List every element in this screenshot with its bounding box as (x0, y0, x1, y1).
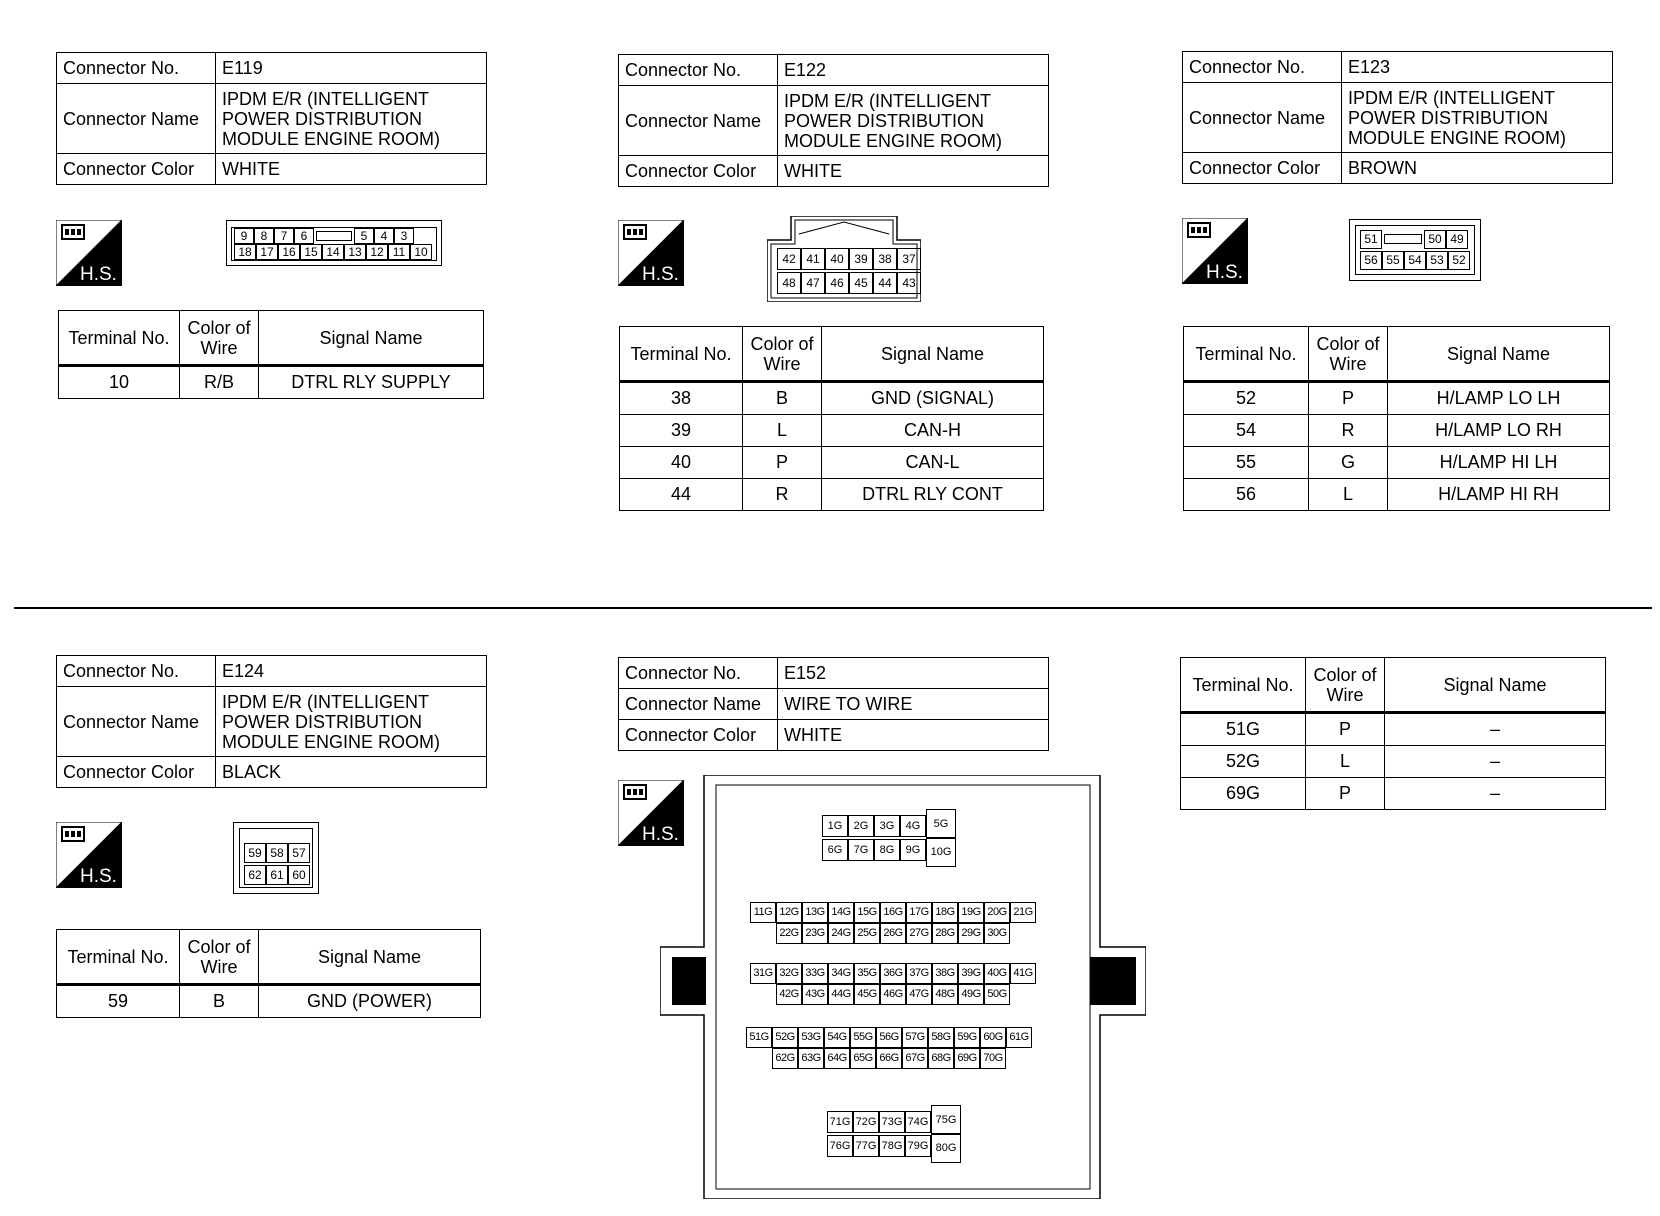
pin: 22G (776, 923, 802, 944)
table-row: 44 R DTRL RLY CONT (620, 479, 1044, 511)
pin: 24G (828, 923, 854, 944)
pin: 64G (824, 1048, 850, 1069)
pin: 41G (1010, 963, 1036, 984)
table-row: 56 L H/LAMP HI RH (1184, 479, 1610, 511)
e152-pin-row-b (750, 963, 1036, 1005)
pin: 68G (928, 1048, 954, 1069)
pin: 46G (880, 984, 906, 1005)
connector-name-label: Connector Name (57, 84, 216, 154)
pin: 54G (824, 1027, 850, 1048)
pin: 9 (234, 228, 254, 244)
e124-info-table: Connector No. E124 Connector Name IPDM E/R (INTELLIGENT POWER DISTRIBUTION MODULE ENGINE ROOM) Connector Color BLACK (56, 655, 487, 788)
svg-text:H.S.: H.S. (80, 866, 117, 887)
e124-terminal-table: Terminal No. Color of Wire Signal Name 59 B GND (POWER) (56, 929, 481, 1018)
pin: 67G (902, 1048, 928, 1069)
pin-blank (314, 228, 354, 242)
pin: 31G (750, 963, 776, 984)
e122-pin-diagram: 42 41 40 39 38 37 48 47 46 45 44 43 (767, 216, 921, 302)
pin: 61G (1006, 1027, 1032, 1048)
pin: 60G (980, 1027, 1006, 1048)
pin: 66G (876, 1048, 902, 1069)
e152-pin-row-a (750, 902, 1036, 944)
table-row: 52G L – (1181, 746, 1606, 778)
pin: 63G (798, 1048, 824, 1069)
e152-pin-row-c (746, 1027, 1032, 1069)
pin: 34G (828, 963, 854, 984)
pin: 32G (776, 963, 802, 984)
pin: 19G (958, 902, 984, 923)
pin: 70G (980, 1048, 1006, 1069)
pin: 11G (750, 902, 776, 923)
pin: 30G (984, 923, 1010, 944)
pin: 13G (802, 902, 828, 923)
pin: 50G (984, 984, 1010, 1005)
header-terminal-no: Terminal No. (59, 311, 180, 366)
pin: 65G (850, 1048, 876, 1069)
pin: 55G (850, 1027, 876, 1048)
section-divider (14, 607, 1652, 609)
pin: 39G (958, 963, 984, 984)
connector-color-label: Connector Color (57, 154, 216, 185)
pin: 18G (932, 902, 958, 923)
table-row: 10 R/B DTRL RLY SUPPLY (59, 366, 484, 399)
harness-side-icon (56, 220, 122, 286)
pin: 47G (906, 984, 932, 1005)
e123-terminal-table: Terminal No. Color of Wire Signal Name 52 P H/LAMP LO LH 54 R H/LAMP LO RH 55 G H/LAMP HI LH 56 L H/LAMP HI RH (1183, 326, 1610, 511)
pin: 29G (958, 923, 984, 944)
pin: 56G (876, 1027, 902, 1048)
e119-terminal-table (58, 310, 484, 399)
pin: 43G (802, 984, 828, 1005)
e123-info-table: Connector No. E123 Connector Name IPDM E/R (INTELLIGENT POWER DISTRIBUTION MODULE ENGINE ROOM) Connector Color BROWN (1182, 51, 1613, 184)
pin: 62G (772, 1048, 798, 1069)
pin: 45G (854, 984, 880, 1005)
pin: 59G (954, 1027, 980, 1048)
svg-text:H.S.: H.S. (642, 264, 679, 285)
pin: 12G (776, 902, 802, 923)
pin: 33G (802, 963, 828, 984)
pin: 27G (906, 923, 932, 944)
header-color-of-wire: Color of Wire (180, 311, 259, 366)
e119-pin-bottom-row: 18 17 16 15 14 13 12 11 10 (234, 244, 432, 260)
hs-label: H.S. (80, 264, 117, 285)
pin: 15G (854, 902, 880, 923)
pin: 35G (854, 963, 880, 984)
pin: 23G (802, 923, 828, 944)
pin: 20G (984, 902, 1010, 923)
harness-side-icon (56, 822, 122, 888)
table-row: 54 R H/LAMP LO RH (1184, 415, 1610, 447)
pin: 26G (880, 923, 906, 944)
table-row: 55 G H/LAMP HI LH (1184, 447, 1610, 479)
pin: 37G (906, 963, 932, 984)
e122-terminal-table: Terminal No. Color of Wire Signal Name 38 B GND (SIGNAL) 39 L CAN-H 40 P CAN-L 44 R DTRL RLY CONT (619, 326, 1044, 511)
harness-side-icon (618, 220, 684, 286)
e119-info-table (56, 52, 487, 185)
e152-terminal-table: Terminal No. Color of Wire Signal Name 51G P – 52G L – 69G P – (1180, 657, 1606, 810)
table-row: 69G P – (1181, 778, 1606, 810)
svg-text:H.S.: H.S. (642, 824, 679, 845)
pin: 52G (772, 1027, 798, 1048)
pin: 28G (932, 923, 958, 944)
harness-side-icon (1182, 218, 1248, 284)
connector-name-value: IPDM E/R (INTELLIGENT POWER DISTRIBUTION MODULE ENGINE ROOM) (216, 84, 487, 154)
e152-pin-diagram: 1G 2G 3G 4G 5G 6G 7G 8G 9G 10G 11G 12G 13G 14G 15G 16G 17G 18G 19G 20G 21G 22G 23G 24G 25G 26G 27G 28G 29G 30G 31G 32G 33G 34G 35G 36G 37G 38G 39G 40G 41G 42G 43G 44G 45G 46G 47G 48G 49G 50G 51G 52G 53G 54G 55G 56G 57G 58G 59G 60G 61G 62G 63G 64G 65G 66G 67G 68G 69G 70G 71G 72G 73G 74G 75G 76G 77G 78G 79G 80G (660, 775, 1146, 1199)
e152-info-table: Connector No. E152 Connector Name WIRE TO WIRE Connector Color WHITE (618, 657, 1049, 751)
table-row: 59 B GND (POWER) (57, 985, 481, 1018)
pin: 58G (928, 1027, 954, 1048)
pin: 16G (880, 902, 906, 923)
table-row: 38 B GND (SIGNAL) (620, 382, 1044, 415)
pin: 3 (394, 228, 414, 244)
pin: 5 (354, 228, 374, 244)
table-row: 39 L CAN-H (620, 415, 1044, 447)
pin: 8 (254, 228, 274, 244)
pin: 40G (984, 963, 1010, 984)
e119-pin-top-row (234, 228, 414, 244)
connector-color-value: WHITE (216, 154, 487, 185)
connector-no-value: E119 (216, 53, 487, 84)
pin: 42G (776, 984, 802, 1005)
pin: 14G (828, 902, 854, 923)
pin: 4 (374, 228, 394, 244)
pin: 6 (294, 228, 314, 244)
pin: 21G (1010, 902, 1036, 923)
pin: 25G (854, 923, 880, 944)
pin: 44G (828, 984, 854, 1005)
pin: 17G (906, 902, 932, 923)
e122-info-table: Connector No. E122 Connector Name IPDM E/R (INTELLIGENT POWER DISTRIBUTION MODULE ENGINE ROOM) Connector Color WHITE (618, 54, 1049, 187)
pin: 53G (798, 1027, 824, 1048)
pin: 49G (958, 984, 984, 1005)
connector-no-label: Connector No. (57, 53, 216, 84)
e124-pin-diagram: 59 58 57 62 61 60 (233, 822, 319, 894)
pin: 38G (932, 963, 958, 984)
pin: 69G (954, 1048, 980, 1069)
table-row: 40 P CAN-L (620, 447, 1044, 479)
pin: 36G (880, 963, 906, 984)
pin: 7 (274, 228, 294, 244)
header-signal-name: Signal Name (259, 311, 484, 366)
pin: 51G (746, 1027, 772, 1048)
e123-pin-diagram: 51 50 49 56 55 54 53 52 (1349, 219, 1481, 281)
table-row: 52 P H/LAMP LO LH (1184, 382, 1610, 415)
svg-text:H.S.: H.S. (1206, 262, 1243, 283)
pin: 48G (932, 984, 958, 1005)
pin: 57G (902, 1027, 928, 1048)
table-row: 51G P – (1181, 713, 1606, 746)
